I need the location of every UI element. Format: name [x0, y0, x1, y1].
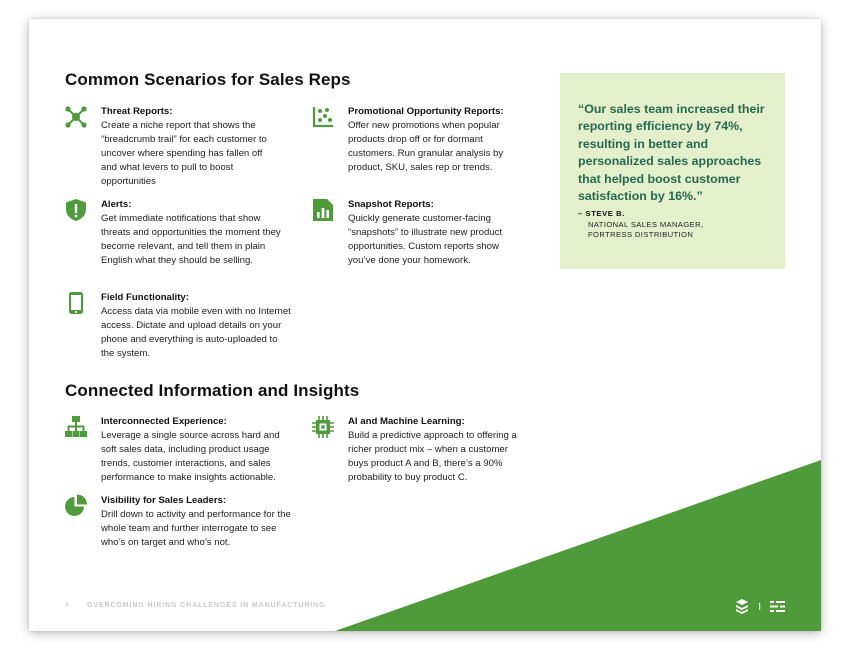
- testimonial-role-company: FORTRESS DISTRIBUTION: [588, 230, 694, 239]
- item-text: Quickly generate customer-facing “snapshots” to illustrate new product opportunities. Custom reports show you’ve done your homework.: [348, 213, 503, 267]
- bar-report-icon: [311, 198, 335, 222]
- item-title: Field Functionality:: [101, 292, 189, 303]
- page-number: 4: [65, 602, 70, 609]
- network-nodes-icon: [64, 105, 88, 129]
- testimonial-box: [560, 73, 785, 269]
- item-text: Leverage a single source across hard and soft sales data, including product usage trends, customer interactions, and sales performance to make insights actionable.: [101, 430, 280, 484]
- shield-alert-icon: [64, 198, 88, 222]
- scenario-field-functionality: [101, 291, 291, 361]
- hierarchy-icon: [64, 415, 88, 439]
- testimonial-role: [588, 220, 704, 240]
- item-title: Interconnected Experience:: [101, 416, 227, 427]
- testimonial-role-title: NATIONAL SALES MANAGER,: [588, 220, 704, 229]
- chip-icon: [311, 415, 335, 439]
- scenario-threat-reports: [101, 105, 291, 189]
- item-title: Snapshot Reports:: [348, 199, 434, 210]
- item-text: Offer new promotions when popular products drop off or for dormant customers. Run granular analysis by product, SKU, sales rep or trends.: [348, 120, 504, 174]
- pie-chart-icon: [64, 494, 88, 518]
- item-title: Visibility for Sales Leaders:: [101, 495, 227, 506]
- insight-visibility-sales-leaders: [101, 494, 291, 550]
- insight-ai-machine-learning: [348, 415, 528, 485]
- item-text: Build a predictive approach to offering a richer product mix – when a customer buys product A and B, there’s a 90% probability to buy product C.: [348, 430, 517, 484]
- scatter-chart-icon: [311, 105, 335, 129]
- item-title: Promotional Opportunity Reports:: [348, 106, 504, 117]
- item-title: Threat Reports:: [101, 106, 173, 117]
- item-text: Create a niche report that shows the “breadcrumb trail” for each customer to uncover where spending has fallen off and what levers to pull to boost opportunities: [101, 120, 267, 188]
- insight-interconnected-experience: [101, 415, 291, 485]
- item-text: Get immediate notifications that show threats and opportunities the moment they become relevant, and tell them in plain English what they should be selling.: [101, 213, 281, 267]
- document-page: [29, 19, 821, 631]
- scenario-promotional-reports: [348, 105, 520, 175]
- testimonial-quote: “Our sales team increased their reporting efficiency by 74%, resulting in better and personalized sales approaches that helped boost customer satisfaction by 16%.”: [578, 102, 765, 204]
- item-title: Alerts:: [101, 199, 132, 210]
- testimonial-author: – STEVE B.: [578, 209, 625, 218]
- section-heading-scenarios: Common Scenarios for Sales Reps: [65, 70, 351, 89]
- scenario-snapshot-reports: [348, 198, 520, 268]
- brand-logo-icon: [735, 598, 787, 614]
- scenario-alerts: [101, 198, 291, 268]
- footer-title: OVERCOMING HIRING CHALLENGES IN MANUFACTURING: [87, 602, 326, 609]
- item-text: Access data via mobile even with no Internet access. Dictate and upload details on your phone and everything is auto-uploaded to the system.: [101, 306, 291, 360]
- item-text: Drill down to activity and performance for the whole team and further interrogate to see who’s on target and who’s not.: [101, 509, 291, 549]
- item-title: AI and Machine Learning:: [348, 416, 465, 427]
- mobile-phone-icon: [64, 291, 88, 315]
- section-heading-connected: Connected Information and Insights: [65, 381, 360, 400]
